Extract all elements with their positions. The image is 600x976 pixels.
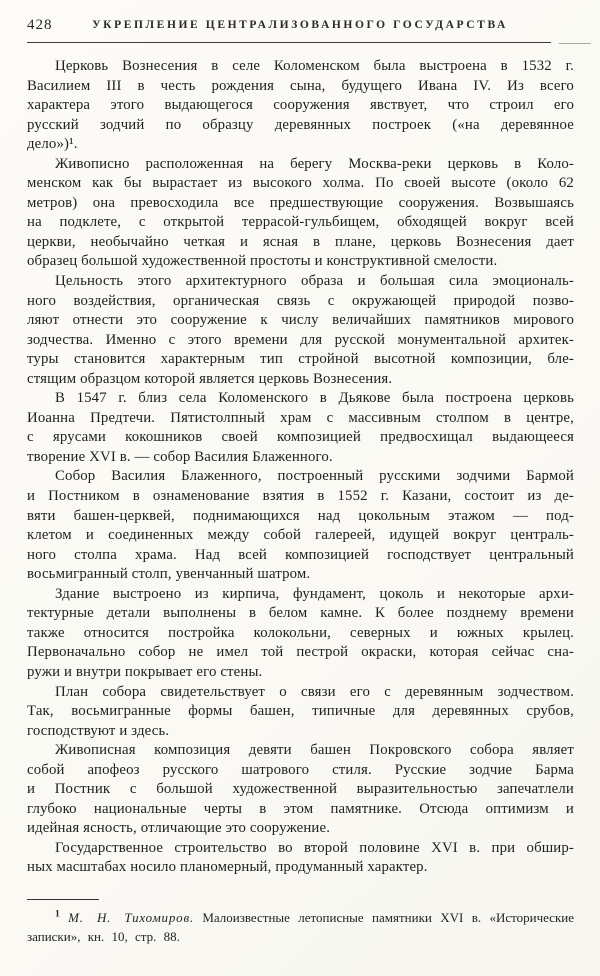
text-line: В 1547 г. близ села Коломенского в Дьякове была построена церковь — [55, 390, 574, 407]
text-line: образец большой художественной простоты и конструктивной смелости. — [27, 253, 498, 270]
text-line: Живописная композиция девяти башен Покровского собора являет — [55, 742, 574, 759]
paragraph — [27, 585, 574, 683]
text-line: вяти башен-церквей, поднимающихся над цокольным этажом — под- — [27, 507, 574, 524]
paragraph — [27, 467, 574, 584]
paragraph — [27, 155, 574, 272]
footnote-text: Малоизвестные летописные памятники XVI в. «Исторические — [202, 910, 575, 925]
footnote — [27, 908, 574, 946]
text-line: клетом и соединенных между собой галереей, идущей вокруг централь- — [27, 527, 574, 544]
page-number: 428 — [27, 17, 53, 33]
text-line: стящим образцом которой является церковь Вознесения. — [27, 370, 393, 387]
running-header — [27, 16, 573, 36]
text-line: тектурные детали выполнены в белом камне. К более позднему времени — [27, 605, 574, 622]
header-rule — [27, 42, 551, 43]
text-line: ляют отнести это сооружение к числу величайших памятников мирового — [27, 312, 574, 329]
text-line: ружи и внутри покрывает его стены. — [27, 663, 263, 680]
paragraph — [27, 272, 574, 389]
text-line: Государственное строительство во второй половине XVI в. при обшир- — [55, 839, 574, 856]
footnote-line — [27, 908, 574, 927]
text-line: Живописно расположенная на берегу Москва-реки церковь в Коло- — [55, 155, 574, 172]
text-line: идейная ясность, отличающие это сооружение. — [27, 820, 331, 837]
text-line: менском как бы вырастает из высокого холма. По своей высоте (около 62 — [27, 175, 574, 192]
text-line: Иоанна Предтечи. Пятистолпный храм с массивным столпом в центре, — [27, 409, 574, 426]
text-line: Церковь Вознесения в селе Коломенском была выстроена в 1532 г. — [55, 58, 574, 74]
footnote-author: М. Н. Тихомиров. — [68, 910, 194, 925]
text-line: восьмигранный столп, увенчанный шатром. — [27, 566, 311, 583]
text-line: Первоначально собор не имел той пестрой окраски, которая сейчас сна- — [27, 644, 574, 661]
text-line: ного столпа храма. Над всей композицией господствует центральный — [27, 546, 574, 563]
body-text — [27, 57, 574, 878]
text-line: собой апофеоз русского шатрового стиля. Русские зодчие Барма — [27, 761, 574, 778]
text-line: также относится постройка колокольни, северных и южных крылец. — [27, 624, 574, 641]
footnote-line: записки», кн. 10, стр. 88. — [27, 929, 180, 944]
footnote-marker: 1 — [55, 909, 60, 920]
text-line: Василием III в честь рождения сына, будущего Ивана IV. Из всего — [27, 77, 574, 94]
text-line: на подклете, с открытой террасой-гульбищем, обходящей вокруг всей — [27, 214, 574, 231]
paragraph — [27, 57, 574, 155]
text-line: и Постником в ознаменование взятия в 1552 г. Казани, состоит из де- — [27, 488, 574, 505]
text-line: Цельность этого архитектурного образа и большая сила эмоциональ- — [55, 273, 574, 290]
text-line: и Постник с большой художественной выразительностью запечатлели — [27, 781, 574, 798]
text-line: глубоко национальные черты в этом памятнике. Отсюда оптимизм и — [27, 800, 574, 817]
paragraph — [27, 741, 574, 839]
text-line: Здание выстроено из кирпича, фундамент, цоколь и некоторые архи- — [55, 585, 574, 602]
text-line: господствуют и здесь. — [27, 722, 170, 739]
text-line: Собор Василия Блаженного, построенный русскими зодчими Бармой — [55, 468, 574, 485]
text-line: характера этого выдающегося сооружения явствует, что строил его — [27, 97, 574, 114]
text-line: метров) она превосходила все предшествующие сооружения. Возвышаясь — [27, 194, 574, 211]
text-line: Так, восьмигранные формы башен, типичные для деревянных срубов, — [27, 703, 574, 720]
header-rule-dash — [559, 43, 591, 44]
text-line: ного воздействия, органическая связь с окружающей природой позво- — [27, 292, 574, 309]
text-line: дело»)¹. — [27, 136, 78, 153]
running-head-title: УКРЕПЛЕНИЕ ЦЕНТРАЛИЗОВАННОГО ГОСУДАРСТВА — [92, 19, 508, 31]
paragraph — [27, 389, 574, 467]
text-line: русский зодчий по образцу деревянных построек («на деревянное — [27, 116, 574, 133]
footnote-rule — [27, 899, 99, 900]
text-line: церкви, необычайно четкая и ясная в плане, церковь Вознесения дает — [27, 233, 574, 250]
text-line: План собора свидетельствует о связи его с деревянным зодчеством. — [55, 683, 574, 700]
text-line: с ярусами кокошников своей композицией предвосхищал выдающееся — [27, 429, 574, 446]
text-line: туры становится характерным тип стройной высотной композиции, бле- — [27, 351, 574, 368]
paragraph — [27, 839, 574, 878]
text-line: творение XVI в. — собор Василия Блаженного. — [27, 448, 333, 465]
paragraph — [27, 683, 574, 742]
text-line: ных масштабах носило планомерный, продуманный характер. — [27, 859, 428, 876]
text-line: зодчества. Именно с этого времени для русской монументальной архитек- — [27, 331, 574, 348]
